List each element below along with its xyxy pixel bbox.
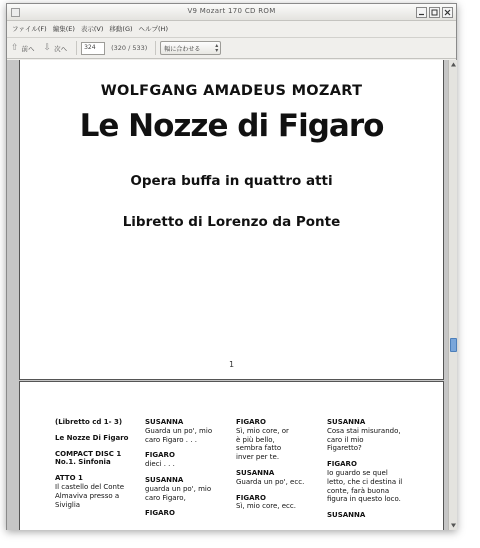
libretto-block — [327, 511, 413, 520]
block-line: conte, farà buona — [327, 486, 390, 495]
page-2 — [19, 381, 444, 530]
speaker-name: SUSANNA — [327, 418, 366, 426]
scroll-up-icon[interactable] — [449, 60, 458, 69]
zoom-value: 幅に合わせる — [164, 45, 201, 53]
block-line: letto, che ci destina il — [327, 477, 403, 486]
maximize-icon[interactable] — [429, 7, 440, 18]
composer-name: WOLFGANG AMADEUS MOZART — [100, 83, 363, 99]
libretto-block — [145, 451, 231, 469]
menu-go[interactable]: 移動(G) — [109, 25, 133, 33]
libretto-block — [55, 434, 141, 443]
block-line: caro Figaro, — [145, 493, 186, 502]
speaker-name: FIGARO — [236, 493, 266, 502]
libretto-block — [145, 418, 231, 444]
block-line: Figaretto? — [327, 444, 362, 453]
block-line: figura in questo loco. — [327, 495, 401, 504]
libretto-block — [145, 509, 231, 518]
block-line: guarda un po', mio — [145, 484, 212, 493]
spinner-icon: ▴ ▾ — [215, 42, 219, 54]
page-count: (320 / 533) — [111, 44, 148, 52]
document-area[interactable] — [7, 60, 448, 530]
page-number: 1 — [228, 360, 235, 369]
close-icon[interactable] — [442, 7, 453, 18]
next-label: 次へ — [54, 44, 68, 53]
speaker-name: FIGARO — [145, 451, 175, 460]
block-line: Cosa stai misurando, — [327, 426, 401, 435]
menu-view[interactable]: 表示(V) — [80, 25, 104, 33]
speaker-name: FIGARO — [236, 418, 266, 426]
menu-edit[interactable]: 編集(E) — [52, 25, 75, 33]
block-line: caro il mio — [327, 435, 364, 444]
speaker-name: SUSANNA — [145, 418, 184, 426]
libretto-block — [55, 474, 141, 509]
block-line: Guarda un po', ecc. — [236, 477, 305, 486]
libretto-column-3 — [236, 418, 322, 518]
toolbar-separator — [76, 41, 77, 55]
back-label: 前へ — [21, 44, 35, 53]
vertical-scrollbar[interactable] — [448, 60, 457, 530]
block-line: Io guardo se quel — [327, 468, 388, 477]
block-line: sembra fatto — [236, 444, 282, 453]
page-number-input[interactable]: 324 — [81, 42, 105, 55]
libretto-block — [145, 476, 231, 502]
libretto-block — [236, 469, 322, 487]
title-bar[interactable] — [7, 4, 456, 21]
libretto-column-2 — [145, 418, 231, 525]
scrollbar-thumb[interactable] — [450, 338, 457, 352]
block-heading: COMPACT DISC 1 No.1. Sinfonia — [55, 449, 122, 467]
next-button[interactable] — [44, 44, 68, 53]
opera-title: Le Nozze di Figaro — [79, 108, 384, 144]
arrow-down-icon: ⇩ — [43, 42, 52, 53]
document-viewer-window — [6, 3, 457, 530]
speaker-name: SUSANNA — [236, 468, 275, 477]
libretto-block — [236, 418, 322, 462]
speaker-name: FIGARO — [145, 509, 175, 518]
block-line: dieci . . . — [145, 460, 175, 469]
page-1 — [19, 60, 444, 380]
back-button[interactable] — [11, 44, 35, 53]
window-controls — [416, 7, 453, 18]
scroll-down-icon[interactable] — [449, 521, 458, 530]
speaker-name: SUSANNA — [145, 475, 184, 484]
libretto-block — [327, 460, 413, 504]
menu-bar — [7, 21, 456, 36]
libretto-column-1 — [55, 418, 141, 516]
libretto-block — [327, 418, 413, 453]
block-line: Siviglia — [55, 500, 81, 509]
speaker-name: FIGARO — [327, 460, 357, 469]
menu-file[interactable]: ファイル(F) — [12, 25, 47, 33]
block-heading: ATTO 1 — [55, 474, 83, 483]
block-line: Sì, mio core, or — [236, 426, 289, 435]
block-line: Il castello del Conte — [55, 482, 125, 491]
librettist: Libretto di Lorenzo da Ponte — [122, 214, 341, 230]
arrow-up-icon: ⇧ — [11, 42, 19, 53]
block-line: Guarda un po', mio — [145, 426, 213, 435]
libretto-block — [236, 494, 322, 512]
window-title: V9 Mozart 170 CD ROM — [187, 7, 276, 15]
libretto-block — [55, 418, 141, 427]
block-line: inver per te. — [236, 453, 280, 462]
libretto-column-4 — [327, 418, 413, 527]
minimize-icon[interactable] — [416, 7, 427, 18]
zoom-select[interactable] — [160, 41, 221, 55]
menu-help[interactable]: ヘルプ(H) — [138, 25, 168, 33]
toolbar-separator — [155, 41, 156, 55]
block-line: Sì, mio core, ecc. — [236, 502, 296, 511]
block-line: Almaviva presso a — [55, 491, 120, 500]
block-line: è più bello, — [236, 435, 275, 444]
toolbar — [7, 37, 456, 59]
block-heading: Le Nozze Di Figaro — [55, 433, 129, 442]
opera-subtitle: Opera buffa in quattro atti — [130, 173, 333, 189]
speaker-name: SUSANNA — [327, 511, 366, 520]
block-heading: (Libretto cd 1- 3) — [55, 418, 123, 426]
block-line: caro Figaro . . . — [145, 435, 197, 444]
libretto-block — [55, 450, 141, 468]
